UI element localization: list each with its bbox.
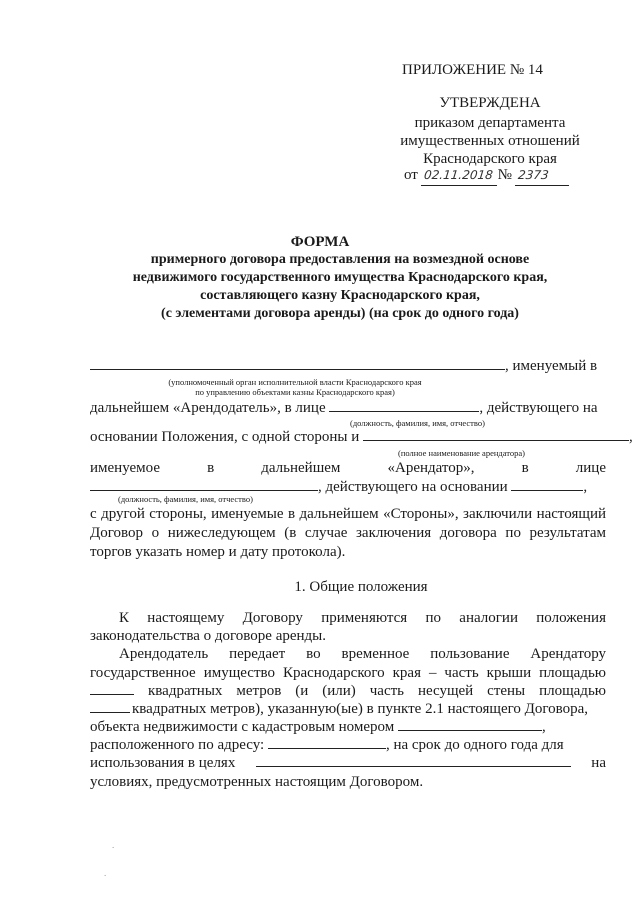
wall-area-blank[interactable] bbox=[90, 700, 130, 713]
intro-word-3: дальнейшем bbox=[261, 460, 341, 476]
roof-area-blank[interactable] bbox=[90, 682, 134, 695]
s1-p2-line-1: Арендодатель передает во временное пользование Арендатору bbox=[119, 646, 606, 662]
s1-p2-line-5: объекта недвижимости с кадастровым номером , bbox=[90, 719, 546, 735]
lessor-person-blank[interactable] bbox=[329, 399, 479, 412]
intro-word-2: в bbox=[207, 460, 215, 476]
approved-label: УТВЕРЖДЕНА bbox=[439, 95, 541, 111]
approval-line-2: имущественных отношений bbox=[400, 133, 580, 149]
intro-line-2b: , действующего на bbox=[479, 400, 598, 416]
intro-line-6: с другой стороны, именуемые в дальнейшем «Стороны», заключили настоящий bbox=[90, 506, 606, 522]
s1-p1-line-1: К настоящему Договору применяются по аналогии положения bbox=[119, 610, 606, 626]
date-prefix: от bbox=[404, 167, 418, 183]
s1-p2-line-3 bbox=[90, 682, 606, 701]
intro-line-2 bbox=[90, 399, 598, 418]
approval-line-1: приказом департамента bbox=[414, 115, 566, 131]
lessee-person-blank[interactable] bbox=[90, 478, 318, 491]
intro-line-4 bbox=[90, 459, 606, 478]
intro-word-1: именуемое bbox=[90, 460, 160, 476]
scan-speck: . bbox=[112, 840, 115, 850]
s1-p2-line-2: государственное имущество Краснодарского края – часть крыши площадью bbox=[90, 665, 606, 681]
title-line-1: примерного договора предоставления на возмездной основе bbox=[150, 252, 530, 267]
appendix-label: ПРИЛОЖЕНИЕ № 14 bbox=[402, 62, 543, 78]
intro-word-6: лице bbox=[575, 460, 606, 476]
scan-speck: . bbox=[104, 868, 107, 878]
approval-line-3: Краснодарского края bbox=[423, 151, 557, 167]
intro-word-5: в bbox=[521, 460, 529, 476]
s1-p2-line-7 bbox=[90, 754, 606, 773]
intro-line-5: , действующего на основании , bbox=[90, 478, 587, 497]
title-line-2: недвижимого государственного имущества Краснодарского края, bbox=[132, 270, 548, 285]
form-title: ФОРМА bbox=[290, 234, 350, 250]
title-line-4: (с элементами договора аренды) (на срок до одного года) bbox=[161, 306, 519, 321]
hint-lessee-person: (должность, фамилия, имя, отчество) bbox=[118, 494, 253, 504]
cadastral-number-blank[interactable] bbox=[398, 718, 542, 731]
s1-p2-line-6a: расположенного по адресу: bbox=[90, 737, 265, 753]
s1-p2-line-7a: использования в целях bbox=[90, 755, 236, 771]
intro-line-3: основании Положения, с одной стороны и , bbox=[90, 429, 633, 445]
intro-line-2a: дальнейшем «Арендодатель», в лице bbox=[90, 400, 326, 416]
s1-p2-line-6 bbox=[90, 736, 564, 755]
lessee-basis-blank[interactable] bbox=[511, 478, 583, 491]
lessee-name-blank[interactable] bbox=[363, 428, 629, 441]
s1-p1-line-2: законодательства о договоре аренды. bbox=[90, 628, 327, 644]
section-1-heading: 1. Общие положения bbox=[294, 579, 428, 595]
intro-line-1 bbox=[90, 357, 597, 376]
address-blank[interactable] bbox=[268, 736, 386, 749]
named-in-text: , именуемый в bbox=[505, 358, 598, 374]
hint-lessor-a: (уполномоченный орган исполнительной власти Краснодарского края bbox=[168, 377, 422, 387]
s1-p2-line-6b: , на срок до одного года для bbox=[385, 737, 564, 753]
number-prefix: № bbox=[497, 167, 512, 183]
s1-p2-line-8: условиях, предусмотренных настоящим Договором. bbox=[90, 774, 424, 790]
s1-p2-line-4 bbox=[90, 700, 606, 719]
hint-lessor-b: по управлению объектами казны Краснодарского края) bbox=[195, 387, 395, 397]
intro-word-4: «Арендатор», bbox=[387, 460, 475, 476]
intro-line-3a: основании Положения, с одной стороны и bbox=[90, 429, 360, 445]
handwritten-date: 02.11.2018 bbox=[421, 166, 499, 186]
hint-lessee-name: (полное наименование арендатора) bbox=[398, 448, 525, 458]
lessor-blank[interactable] bbox=[90, 357, 505, 370]
approval-date-line bbox=[404, 166, 570, 186]
intro-line-5-text: , действующего на основании bbox=[318, 479, 508, 495]
intro-line-8: торгов указать номер и дату протокола). bbox=[90, 544, 346, 560]
s1-p2-line-3-text: квадратных метров (и (или) часть несущей стены площадью bbox=[148, 683, 606, 699]
handwritten-number: 2373 bbox=[515, 166, 571, 186]
s1-p2-line-7b: на bbox=[591, 755, 606, 771]
hint-lessor-person: (должность, фамилия, имя, отчество) bbox=[350, 418, 485, 428]
s1-p2-line-5-text: объекта недвижимости с кадастровым номером bbox=[90, 719, 395, 735]
title-line-3: составляющего казну Краснодарского края, bbox=[200, 288, 480, 303]
intro-line-7: Договор о нижеследующем (в случае заключения договора по результатам bbox=[90, 525, 606, 541]
s1-p2-line-4-text: квадратных метров), указанную(ые) в пункте 2.1 настоящего Договора, bbox=[132, 701, 589, 717]
purpose-blank[interactable] bbox=[256, 754, 571, 767]
